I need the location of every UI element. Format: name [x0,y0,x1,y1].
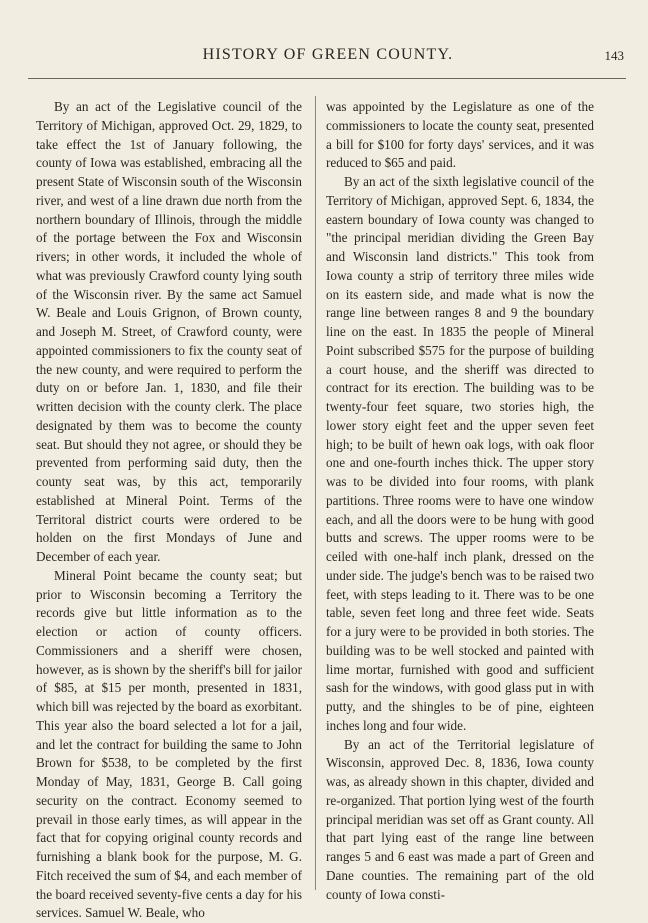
paragraph: By an act of the Legislative council of the Territory of Michigan, approved Oct. 29, 1829, to take effect the 1st of January following, the county of Iowa was established, embracing all the present State of Wisconsin south of the Wisconsin river, and west of a line drawn due north from the northern boundary of Illinois, through the middle of the portage between the Fox and Wisconsin rivers; in other words, it included the whole of what was previously Crawford county lying south of the Wisconsin river. By the same act Samuel W. Beale and Louis Grignon, of Brown county, and Joseph M. Street, of Crawford county, were appointed commissioners to fix the county seat of the new county, and were required to perform the duty on or before Jan. 1, 1830, and file their written decision with the county clerk. The place designated by them was to become the county seat. But should they not agree, or should they be prevented from performing said duty, then the county seat was, by this act, temporarily established at Mineral Point. Terms of the Territoral district courts were ordered to be holden on the first Mondays of June and December of each year. [36,99,302,564]
column-divider [315,96,316,890]
paragraph: Mineral Point became the county seat; but prior to Wisconsin becoming a Territory the records give but little information as to the election or action of county officers. Commissioners and a sheriff were chosen, however, as is shown by the sheriff's bill for jailor of $85, at $15 per month, presented in 1831, which bill was rejected by the board as exorbitant. This year also the board selected a lot for a jail, and let the contract for building the same to John Brown for $538, to be completed by the first Monday of May, 1831, George B. Call going security on the contract. Economy seemed to prevail in those early times, as will appear in the fact that for copying original county records and furnishing a blank book for the purpose, M. G. Fitch received the sum of $4, and each member of the board received seventy-five cents a day for his services. Samuel W. Beale, who [36,567,302,921]
right-column [326,98,594,904]
running-head [30,46,626,70]
page-number: 143 [604,48,624,63]
paragraph: By an act of the Territorial legislature of Wisconsin, approved Dec. 8, 1836, Iowa county was, as already shown in this chapter, divided and re-organized. That portion lying west of the fourth principal meridian was set off as Grant county. All that part lying east of the range line between ranges 5 and 6 east was made a part of Green and Dane counties. The remaining part of the old county of Iowa consti- [326,736,594,902]
header-rule [28,78,626,79]
page-title: HISTORY OF GREEN COUNTY. [202,46,454,63]
left-column [36,98,302,923]
paragraph: By an act of the sixth legislative council of the Territory of Michigan, approved Sept. 6, 1834, the eastern boundary of Iowa county was changed to "the principal meridian dividing the Green Bay and Wisconsin land districts." This took from Iowa county a strip of territory three miles wide on its eastern side, and made what is now the range line between ranges 8 and 9 the boundary line on the east. In 1835 the people of Mineral Point subscribed $575 for the purpose of building a court house, and the sheriff was directed to contract for its erection. The building was to be twenty-four feet square, two stories high, the lower story eight feet and the upper seven feet high; to be built of hewn oak logs, with oak floor one and one-fourth inches thick. The upper story was to be divided into four rooms, with plank partitions. Three rooms were to have one window each, and all the doors were to be hung with good butts and screws. The upper rooms were to be ceiled with one-half inch plank, dressed on the under side. The judge's bench was to be raised two feet, with steps leading to it. There was to be one table, seven feet long and three feet wide. Seats for a jury were to be provided in both stories. The building was to be well stocked and painted with lime mortar, furnished with good and sufficient sash for the windows, with good glass put in with putty, and the shingles to be of pine, eighteen inches long and four wide. [326,174,594,733]
paragraph-continued: was appointed by the Legislature as one of the commissioners to locate the county seat, presented a bill for $100 for forty days' services, and it was reduced to $65 and paid. [326,99,594,171]
